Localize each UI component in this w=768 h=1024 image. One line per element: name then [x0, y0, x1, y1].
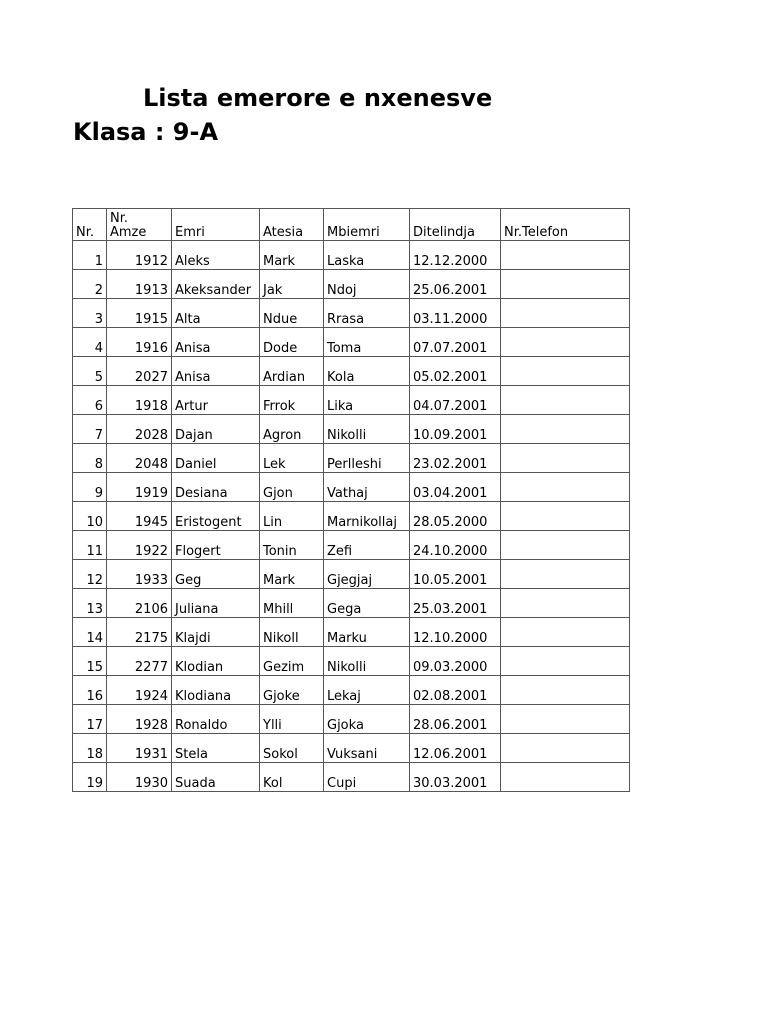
cell-nr: 7 [73, 415, 107, 444]
cell-atesia: Mark [260, 241, 324, 270]
table-row [73, 386, 630, 415]
cell-emri: Desiana [172, 473, 260, 502]
cell-mbiemri: Laska [324, 241, 410, 270]
cell-ditelindja: 12.10.2000 [410, 618, 501, 647]
cell-nr-amze: 2277 [107, 647, 172, 676]
table-row [73, 415, 630, 444]
cell-ditelindja: 03.11.2000 [410, 299, 501, 328]
cell-nr-telefon [501, 415, 630, 444]
cell-atesia: Ndue [260, 299, 324, 328]
header-nr: Nr. [73, 209, 107, 241]
cell-nr: 13 [73, 589, 107, 618]
table-row [73, 560, 630, 589]
cell-mbiemri: Toma [324, 328, 410, 357]
cell-ditelindja: 10.05.2001 [410, 560, 501, 589]
cell-atesia: Ylli [260, 705, 324, 734]
cell-nr-telefon [501, 734, 630, 763]
cell-mbiemri: Gega [324, 589, 410, 618]
cell-nr: 10 [73, 502, 107, 531]
cell-emri: Ronaldo [172, 705, 260, 734]
cell-mbiemri: Kola [324, 357, 410, 386]
cell-mbiemri: Ndoj [324, 270, 410, 299]
cell-nr-amze: 2106 [107, 589, 172, 618]
cell-mbiemri: Rrasa [324, 299, 410, 328]
cell-mbiemri: Marnikollaj [324, 502, 410, 531]
cell-ditelindja: 02.08.2001 [410, 676, 501, 705]
cell-mbiemri: Perlleshi [324, 444, 410, 473]
cell-mbiemri: Gjegjaj [324, 560, 410, 589]
cell-nr-telefon [501, 299, 630, 328]
student-table [72, 208, 630, 792]
cell-nr-amze: 1931 [107, 734, 172, 763]
cell-nr-telefon [501, 357, 630, 386]
header-ditelindja: Ditelindja [410, 209, 501, 241]
cell-ditelindja: 10.09.2001 [410, 415, 501, 444]
cell-nr: 3 [73, 299, 107, 328]
cell-ditelindja: 30.03.2001 [410, 763, 501, 792]
cell-emri: Stela [172, 734, 260, 763]
table-row [73, 676, 630, 705]
cell-mbiemri: Vuksani [324, 734, 410, 763]
cell-mbiemri: Marku [324, 618, 410, 647]
cell-nr: 6 [73, 386, 107, 415]
cell-nr-amze: 1915 [107, 299, 172, 328]
cell-ditelindja: 23.02.2001 [410, 444, 501, 473]
cell-nr-amze: 1922 [107, 531, 172, 560]
table-row [73, 705, 630, 734]
cell-nr-telefon [501, 473, 630, 502]
cell-nr-telefon [501, 589, 630, 618]
cell-nr: 8 [73, 444, 107, 473]
cell-ditelindja: 24.10.2000 [410, 531, 501, 560]
table-row [73, 241, 630, 270]
header-emri: Emri [172, 209, 260, 241]
cell-ditelindja: 04.07.2001 [410, 386, 501, 415]
cell-nr: 5 [73, 357, 107, 386]
cell-emri: Dajan [172, 415, 260, 444]
table-header-row [73, 209, 630, 241]
cell-nr: 14 [73, 618, 107, 647]
cell-nr-amze: 2048 [107, 444, 172, 473]
cell-nr: 1 [73, 241, 107, 270]
cell-ditelindja: 07.07.2001 [410, 328, 501, 357]
header-mbiemri: Mbiemri [324, 209, 410, 241]
cell-emri: Flogert [172, 531, 260, 560]
table-row [73, 531, 630, 560]
cell-emri: Anisa [172, 357, 260, 386]
cell-nr: 2 [73, 270, 107, 299]
cell-atesia: Tonin [260, 531, 324, 560]
table-row [73, 502, 630, 531]
cell-emri: Klodiana [172, 676, 260, 705]
cell-mbiemri: Gjoka [324, 705, 410, 734]
cell-nr: 19 [73, 763, 107, 792]
cell-mbiemri: Cupi [324, 763, 410, 792]
cell-nr-telefon [501, 241, 630, 270]
header-nr-telefon: Nr.Telefon [501, 209, 630, 241]
cell-ditelindja: 25.06.2001 [410, 270, 501, 299]
cell-atesia: Agron [260, 415, 324, 444]
cell-nr-amze: 1916 [107, 328, 172, 357]
cell-nr-telefon [501, 763, 630, 792]
cell-nr-amze: 1912 [107, 241, 172, 270]
table-body [73, 241, 630, 792]
cell-nr-telefon [501, 328, 630, 357]
cell-mbiemri: Zefi [324, 531, 410, 560]
cell-ditelindja: 12.06.2001 [410, 734, 501, 763]
cell-mbiemri: Nikolli [324, 647, 410, 676]
table-row [73, 444, 630, 473]
cell-atesia: Ardian [260, 357, 324, 386]
table-row [73, 618, 630, 647]
cell-ditelindja: 12.12.2000 [410, 241, 501, 270]
cell-nr-telefon [501, 647, 630, 676]
cell-ditelindja: 09.03.2000 [410, 647, 501, 676]
cell-nr-amze: 1918 [107, 386, 172, 415]
header-atesia: Atesia [260, 209, 324, 241]
cell-nr: 17 [73, 705, 107, 734]
header-nr-amze: Nr. Amze [107, 209, 172, 241]
table-row [73, 647, 630, 676]
cell-nr-amze: 1928 [107, 705, 172, 734]
cell-nr-amze: 1945 [107, 502, 172, 531]
cell-emri: Alta [172, 299, 260, 328]
cell-nr-amze: 2175 [107, 618, 172, 647]
cell-atesia: Dode [260, 328, 324, 357]
class-label: Klasa : 9-A [73, 118, 219, 146]
cell-nr: 18 [73, 734, 107, 763]
cell-nr-amze: 1913 [107, 270, 172, 299]
table-row [73, 328, 630, 357]
cell-nr-amze: 2027 [107, 357, 172, 386]
table-row [73, 589, 630, 618]
document-title: Lista emerore e nxenesve [143, 84, 493, 112]
cell-nr-telefon [501, 676, 630, 705]
cell-mbiemri: Lekaj [324, 676, 410, 705]
cell-mbiemri: Nikolli [324, 415, 410, 444]
cell-emri: Suada [172, 763, 260, 792]
cell-nr: 12 [73, 560, 107, 589]
cell-nr-amze: 1919 [107, 473, 172, 502]
cell-atesia: Lek [260, 444, 324, 473]
cell-nr: 9 [73, 473, 107, 502]
cell-emri: Artur [172, 386, 260, 415]
cell-nr-telefon [501, 705, 630, 734]
cell-emri: Daniel [172, 444, 260, 473]
cell-emri: Eristogent [172, 502, 260, 531]
cell-nr: 11 [73, 531, 107, 560]
cell-ditelindja: 28.05.2000 [410, 502, 501, 531]
cell-nr: 16 [73, 676, 107, 705]
cell-nr-telefon [501, 618, 630, 647]
cell-atesia: Lin [260, 502, 324, 531]
cell-atesia: Sokol [260, 734, 324, 763]
cell-emri: Anisa [172, 328, 260, 357]
cell-nr-amze: 2028 [107, 415, 172, 444]
cell-nr: 15 [73, 647, 107, 676]
cell-emri: Akeksander [172, 270, 260, 299]
cell-emri: Juliana [172, 589, 260, 618]
cell-atesia: Nikoll [260, 618, 324, 647]
cell-atesia: Gezim [260, 647, 324, 676]
cell-nr-telefon [501, 386, 630, 415]
cell-nr-telefon [501, 502, 630, 531]
cell-mbiemri: Lika [324, 386, 410, 415]
cell-atesia: Jak [260, 270, 324, 299]
cell-emri: Klodian [172, 647, 260, 676]
table-row [73, 357, 630, 386]
cell-emri: Aleks [172, 241, 260, 270]
table-row [73, 299, 630, 328]
cell-atesia: Mark [260, 560, 324, 589]
cell-mbiemri: Vathaj [324, 473, 410, 502]
cell-nr-amze: 1924 [107, 676, 172, 705]
table-row [73, 734, 630, 763]
cell-atesia: Frrok [260, 386, 324, 415]
cell-nr-telefon [501, 560, 630, 589]
cell-nr-amze: 1930 [107, 763, 172, 792]
cell-emri: Klajdi [172, 618, 260, 647]
cell-ditelindja: 28.06.2001 [410, 705, 501, 734]
cell-atesia: Kol [260, 763, 324, 792]
cell-nr: 4 [73, 328, 107, 357]
cell-atesia: Gjoke [260, 676, 324, 705]
cell-nr-amze: 1933 [107, 560, 172, 589]
cell-ditelindja: 05.02.2001 [410, 357, 501, 386]
cell-nr-telefon [501, 270, 630, 299]
cell-emri: Geg [172, 560, 260, 589]
cell-nr-telefon [501, 444, 630, 473]
table-row [73, 763, 630, 792]
cell-ditelindja: 25.03.2001 [410, 589, 501, 618]
cell-nr-telefon [501, 531, 630, 560]
cell-ditelindja: 03.04.2001 [410, 473, 501, 502]
table-row [73, 473, 630, 502]
cell-atesia: Gjon [260, 473, 324, 502]
cell-atesia: Mhill [260, 589, 324, 618]
table-row [73, 270, 630, 299]
